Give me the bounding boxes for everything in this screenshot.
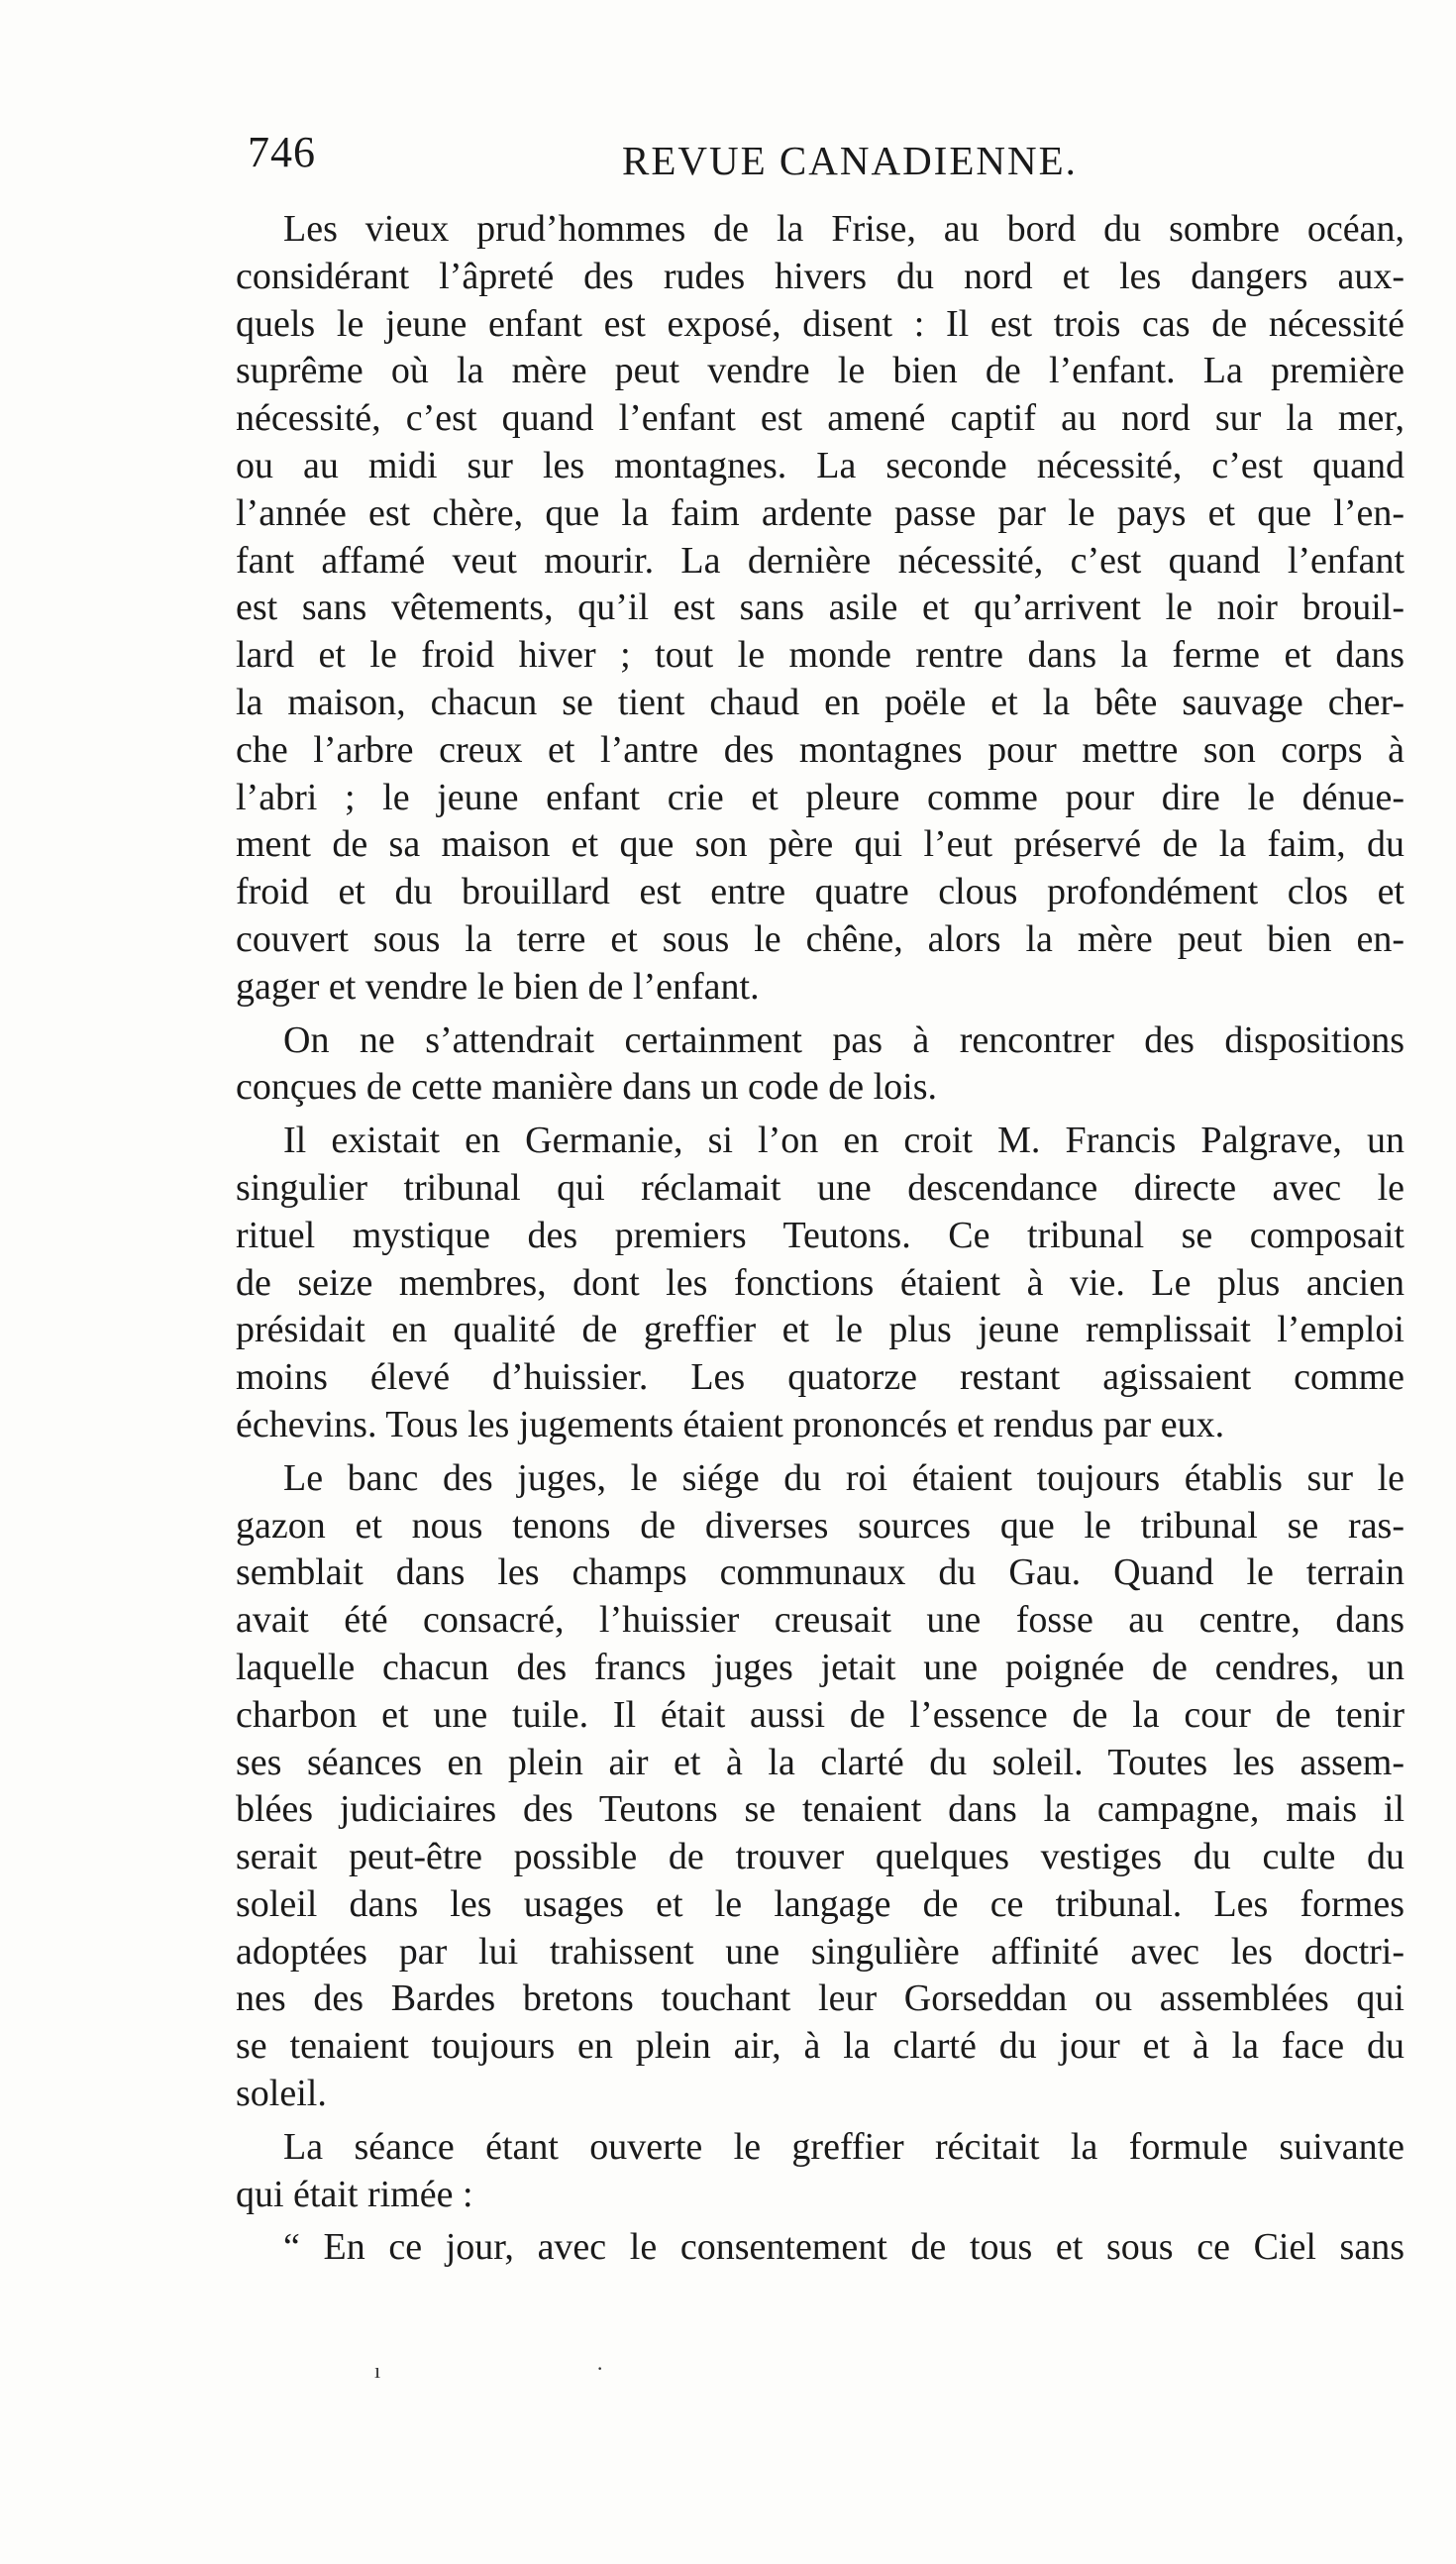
text-line: ou au midi sur les montagnes. La seconde nécessité, c’est quand (236, 444, 1404, 486)
text-line: ses séances en plein air et à la clarté du soleil. Toutes les assem- (236, 1741, 1404, 1783)
text-line: La séance étant ouverte le greffier récitait la formule suivante (283, 2125, 1404, 2168)
text-line: nécessité, c’est quand l’enfant est amené captif au nord sur la mer, (236, 397, 1404, 440)
text-line: présidait en qualité de greffier et le plus jeune remplissait l’emploi (236, 1309, 1404, 1351)
text-line: échevins. Tous les jugements étaient prononcés et rendus par eux. (236, 1403, 1225, 1445)
text-line: singulier tribunal qui réclamait une descendance directe avec le (236, 1166, 1404, 1209)
text-line: laquelle chacun des francs juges jetait une poignée de cendres, un (236, 1646, 1404, 1688)
paragraph-formula (236, 2224, 1404, 2272)
text-line: moins élevé d’huissier. Les quatorze restant agissaient comme (236, 1356, 1404, 1399)
text-line: nes des Bardes bretons touchant leur Gorseddan ou assemblées qui (236, 1977, 1404, 2020)
text-line: “ En ce jour, avec le consentement de tous et sous ce Ciel sans (283, 2226, 1404, 2269)
paragraph-judges-bench (236, 1455, 1404, 2118)
text-line: avait été consacré, l’huissier creusait une fosse au centre, dans (236, 1599, 1404, 1642)
text-line: charbon et une tuile. Il était aussi de l’essence de la cour de tenir (236, 1693, 1404, 1736)
text-line: considérant l’âpreté des rudes hivers du nord et les dangers aux- (236, 255, 1404, 297)
paragraph-frisian-law (236, 206, 1404, 1012)
text-line: Il existait en Germanie, si l’on en croit M. Francis Palgrave, un (283, 1120, 1404, 1162)
text-line: gager et vendre le bien de l’enfant. (236, 965, 760, 1008)
text-line: suprême où la mère peut vendre le bien de l’enfant. La première (236, 350, 1404, 392)
text-line: l’année est chère, que la faim ardente passe par le pays et que l’en- (236, 491, 1404, 534)
body-text (236, 206, 1404, 2278)
text-line: blées judiciaires des Teutons se tenaient dans la campagne, mais il (236, 1788, 1404, 1831)
running-head: REVUE CANADIENNE. (622, 138, 1078, 183)
page-number: 746 (248, 128, 316, 176)
text-line: conçues de cette manière dans un code de lois. (236, 1066, 937, 1109)
text-line: l’abri ; le jeune enfant crie et pleure comme pour dire le dénue- (236, 776, 1404, 818)
text-line: se tenaient toujours en plein air, à la clarté du jour et à la face du (236, 2025, 1404, 2068)
text-line: gazon et nous tenons de diverses sources que le tribunal se ras- (236, 1504, 1404, 1547)
text-line: la maison, chacun se tient chaud en poële et la bête sauvage cher- (236, 681, 1404, 723)
text-line: fant affamé veut mourir. La dernière nécessité, c’est quand l’enfant (236, 539, 1404, 582)
paragraph-session-opening (236, 2124, 1404, 2219)
text-line: de seize membres, dont les fonctions étaient à vie. Le plus ancien (236, 1261, 1404, 1304)
text-line: soleil dans les usages et le langage de ce tribunal. Les formes (236, 1882, 1404, 1925)
text-line: che l’arbre creux et l’antre des montagnes pour mettre son corps à (236, 728, 1404, 771)
text-line: semblait dans les champs communaux du Gau. Quand le terrain (236, 1551, 1404, 1594)
text-line: lard et le froid hiver ; tout le monde rentre dans la ferme et dans (236, 634, 1404, 677)
text-line: serait peut-être possible de trouver quelques vestiges du culte du (236, 1836, 1404, 1878)
text-line: soleil. (236, 2073, 327, 2115)
text-line: quels le jeune enfant est exposé, disent : Il est trois cas de nécessité (236, 302, 1404, 345)
page-header (248, 117, 1090, 186)
print-speck: ı (374, 2358, 381, 2383)
text-line: qui était rimée : (236, 2173, 473, 2215)
text-line: Le banc des juges, le siége du roi étaient toujours établis sur le (283, 1456, 1404, 1499)
text-line: couvert sous la terre et sous le chêne, alors la mère peut bien en- (236, 917, 1404, 960)
text-line: froid et du brouillard est entre quatre clous profondément clos et (236, 871, 1404, 913)
paragraph-remark (236, 1017, 1404, 1113)
text-line: Les vieux prud’hommes de la Frise, au bord du sombre océan, (283, 208, 1404, 250)
text-line: est sans vêtements, qu’il est sans asile et qu’arrivent le noir brouil- (236, 587, 1404, 629)
paragraph-tribunal (236, 1118, 1404, 1449)
text-line: adoptées par lui trahissent une singulière affinité avec les doctri- (236, 1930, 1404, 1973)
text-line: On ne s’attendrait certainment pas à rencontrer des dispositions (283, 1018, 1404, 1061)
text-line: rituel mystique des premiers Teutons. Ce tribunal se composait (236, 1214, 1404, 1256)
print-speck: · (596, 2356, 604, 2381)
text-line: ment de sa maison et que son père qui l’eut préservé de la faim, du (236, 823, 1404, 866)
